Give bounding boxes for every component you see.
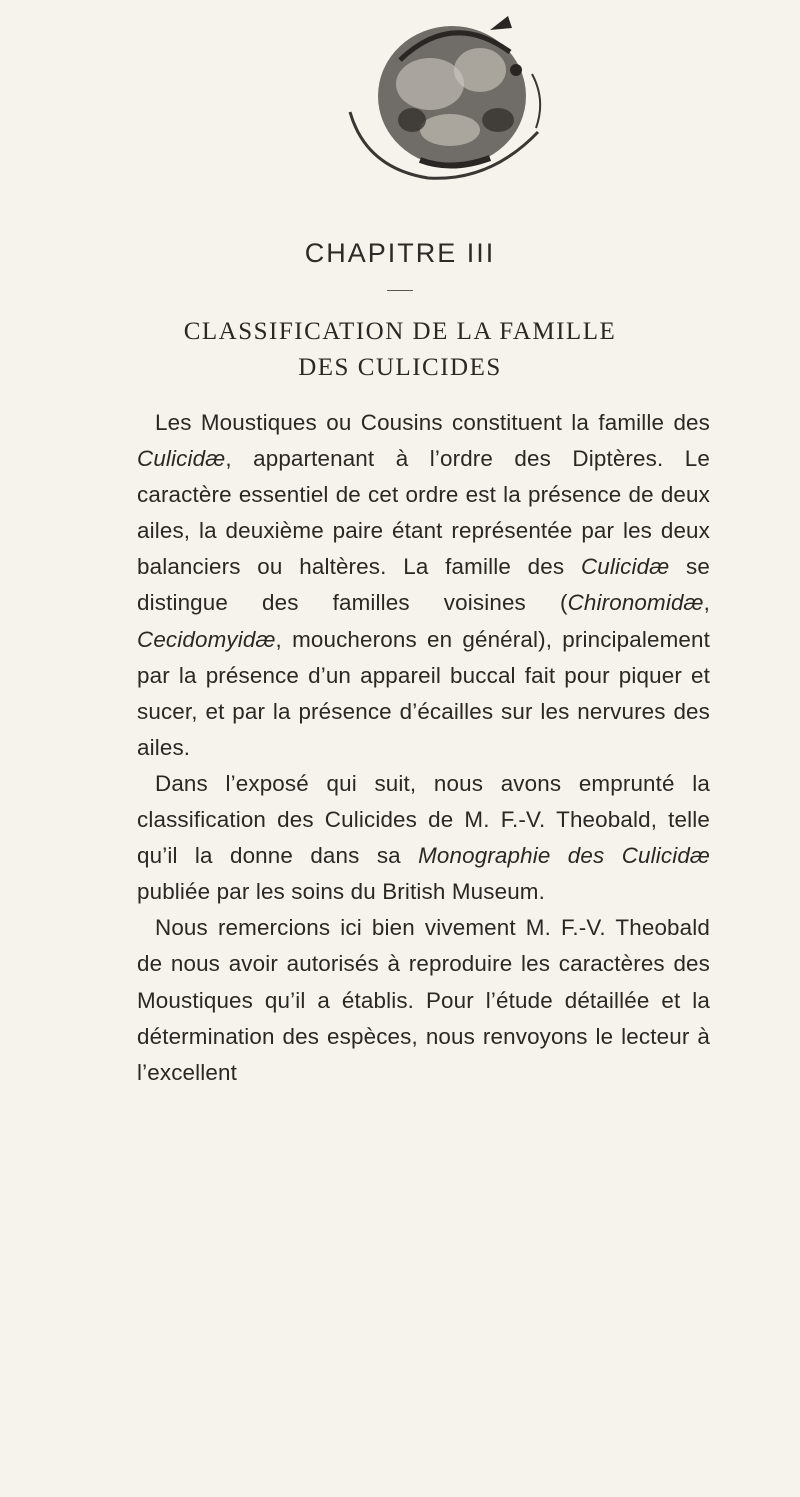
text-run: se distingue des familles voisines ( xyxy=(137,554,710,616)
italic-term: Culicidæ xyxy=(580,554,670,580)
italic-term: Chironomidæ xyxy=(567,590,704,616)
section-title-line-1: CLASSIFICATION DE LA FAMILLE xyxy=(183,318,617,345)
paragraph-3 xyxy=(137,910,710,1090)
body-text xyxy=(137,405,710,1091)
section-title-line-2: DES CULICIDES xyxy=(298,354,502,381)
text-run: , moucherons en général), principalement par la présence d’un appareil buccal fait pour piquer et sucer, et par la présence d’écailles sur les nervures des ailes. xyxy=(137,626,710,760)
chapter-heading: CHAPITRE III xyxy=(304,238,496,268)
text-run: , appartenant à l’ordre des Diptères. Le caractère essentiel de cet ordre est la présence de deux ailes, la deuxième paire étant représentée par les deux balanciers ou haltères. La famille des xyxy=(137,446,710,580)
text-run: publiée par les soins du British Museum. xyxy=(137,879,545,905)
text-run: Les Moustiques ou Cousins constituent la famille des xyxy=(155,410,710,435)
text-run: Dans l’exposé qui suit, nous avons emprunté la classification des Culicides de M. F.-V. Theobald, telle qu’il la donne dans sa xyxy=(137,770,710,869)
italic-term: Culicidæ xyxy=(137,446,226,472)
paragraph-2 xyxy=(137,766,710,910)
text-run: , xyxy=(703,590,710,616)
italic-term: Monographie des Culicidæ xyxy=(418,843,710,869)
paragraph-1 xyxy=(137,405,710,766)
ornamental-vignette-icon xyxy=(340,0,560,200)
italic-term: Cecidomyidæ xyxy=(137,626,276,652)
heading-divider xyxy=(387,290,413,291)
text-run: Nous remercions ici bien vivement M. F.-V. Theobald de nous avoir autorisés à reproduire les caractères des Moustiques qu’il a établis. Pour l’étude détaillée et la détermination des espèces, nous renvoyons le lecteur à l’excellent xyxy=(137,915,710,1085)
